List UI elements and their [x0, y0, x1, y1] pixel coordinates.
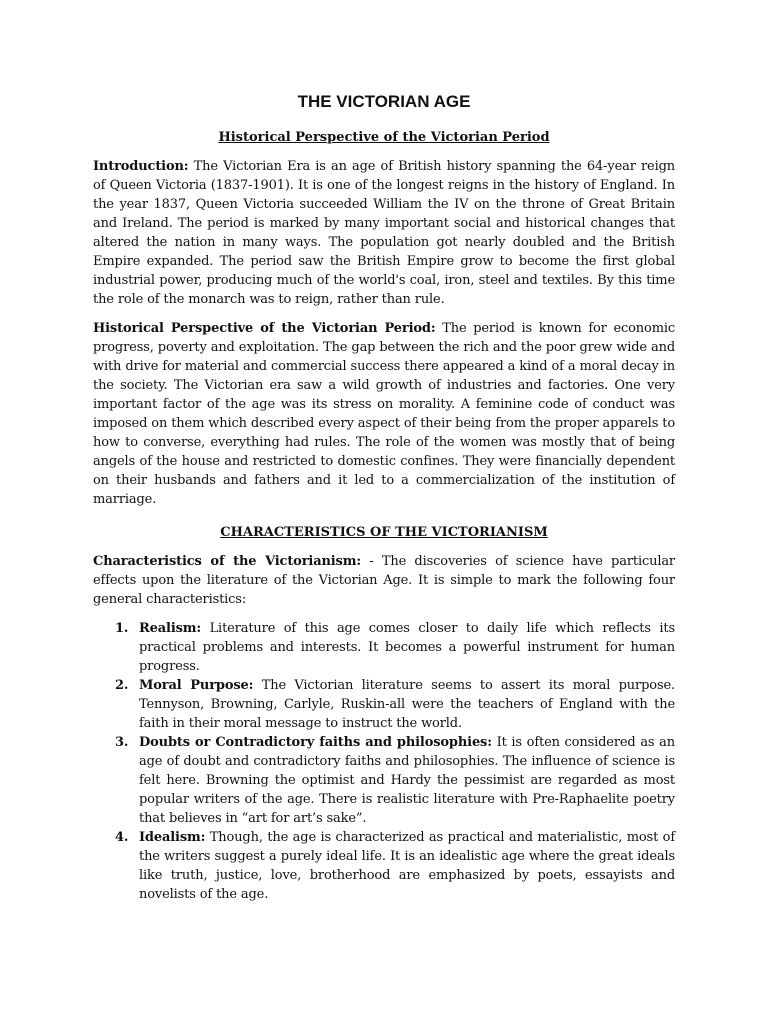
- introduction-text: The Victorian Era is an age of British history spanning the 64-year reign of Queen Victoria (1837-1901). It is one of the longest reigns in the history of England. In the year 1837, Queen Victoria succeeded William the IV on the throne of Great Britain and Ireland. The period is marked by many important social and historical changes that altered the nation in many ways. The population got nearly doubled and the British Empire expanded. The period saw the British Empire grow to become the first global industrial power, producing much of the world's coal, iron, steel and textiles. By this time the role of the monarch was to reign, rather than rule.: [93, 159, 675, 307]
- list-item-number: 4.: [115, 830, 129, 845]
- historical-perspective-text: The period is known for economic progress, poverty and exploitation. The gap between the rich and the poor grew wide and with drive for material and commercial success there appeared a kind of a moral decay in the society. The Victorian era saw a wild growth of industries and factories. One very important factor of the age was its stress on morality. A feminine code of conduct was imposed on them which described every aspect of their being from the proper apparels to how to converse, everything had rules. The role of the women was mostly that of being angels of the house and restricted to domestic confines. They were financially dependent on their husbands and fathers and it led to a commercialization of the institution of marriage.: [93, 321, 676, 507]
- document-title: THE VICTORIAN AGE: [297, 92, 471, 111]
- list-item: [93, 619, 675, 676]
- list-item-title: Idealism:: [139, 830, 206, 845]
- list-item-number: 1.: [115, 621, 129, 636]
- historical-perspective-paragraph: [93, 319, 675, 509]
- list-item-text: The Victorian literature seems to assert its moral purpose. Tennyson, Browning, Carlyle, Ruskin-all were the teachers of England with the faith in their moral message to instruct the world.: [139, 678, 675, 731]
- document-page: [93, 92, 675, 904]
- section-heading: CHARACTERISTICS OF THE VICTORIANISM: [220, 525, 548, 540]
- introduction-paragraph: [93, 157, 675, 309]
- list-item-text: It is often considered as an age of doubt and contradictory faiths and philosophies. The influence of science is felt here. Browning the optimist and Hardy the pessimist are regarded as most popular writers of the age. There is realistic literature with Pre-Raphaelite poetry that believes in “art for art’s sake”.: [139, 735, 675, 826]
- introduction-lead: Introduction:: [93, 159, 189, 174]
- document-subtitle: Historical Perspective of the Victorian Period: [218, 130, 550, 145]
- historical-perspective-lead: Historical Perspective of the Victorian Period:: [93, 321, 436, 336]
- list-item-number: 2.: [115, 678, 129, 693]
- list-item-title: Moral Purpose:: [139, 678, 254, 693]
- list-item-title: Realism:: [139, 621, 202, 636]
- characteristics-text: - The discoveries of science have particular effects upon the literature of the Victorian Age. It is simple to mark the following four general characteristics:: [93, 554, 675, 607]
- list-item-number: 3.: [115, 735, 129, 750]
- characteristics-lead: Characteristics of the Victorianism:: [93, 554, 361, 569]
- list-item: [93, 733, 675, 828]
- list-item-text: Though, the age is characterized as practical and materialistic, most of the writers suggest a purely ideal life. It is an idealistic age where the great ideals like truth, justice, love, brotherhood are emphasized by poets, essayists and novelists of the age.: [139, 830, 675, 902]
- characteristics-paragraph: [93, 552, 675, 609]
- list-item-text: Literature of this age comes closer to daily life which reflects its practical problems and interests. It becomes a powerful instrument for human progress.: [139, 621, 675, 674]
- list-item: [93, 828, 675, 904]
- list-item-title: Doubts or Contradictory faiths and philosophies:: [139, 735, 492, 750]
- list-item: [93, 676, 675, 733]
- characteristics-list: [93, 619, 675, 904]
